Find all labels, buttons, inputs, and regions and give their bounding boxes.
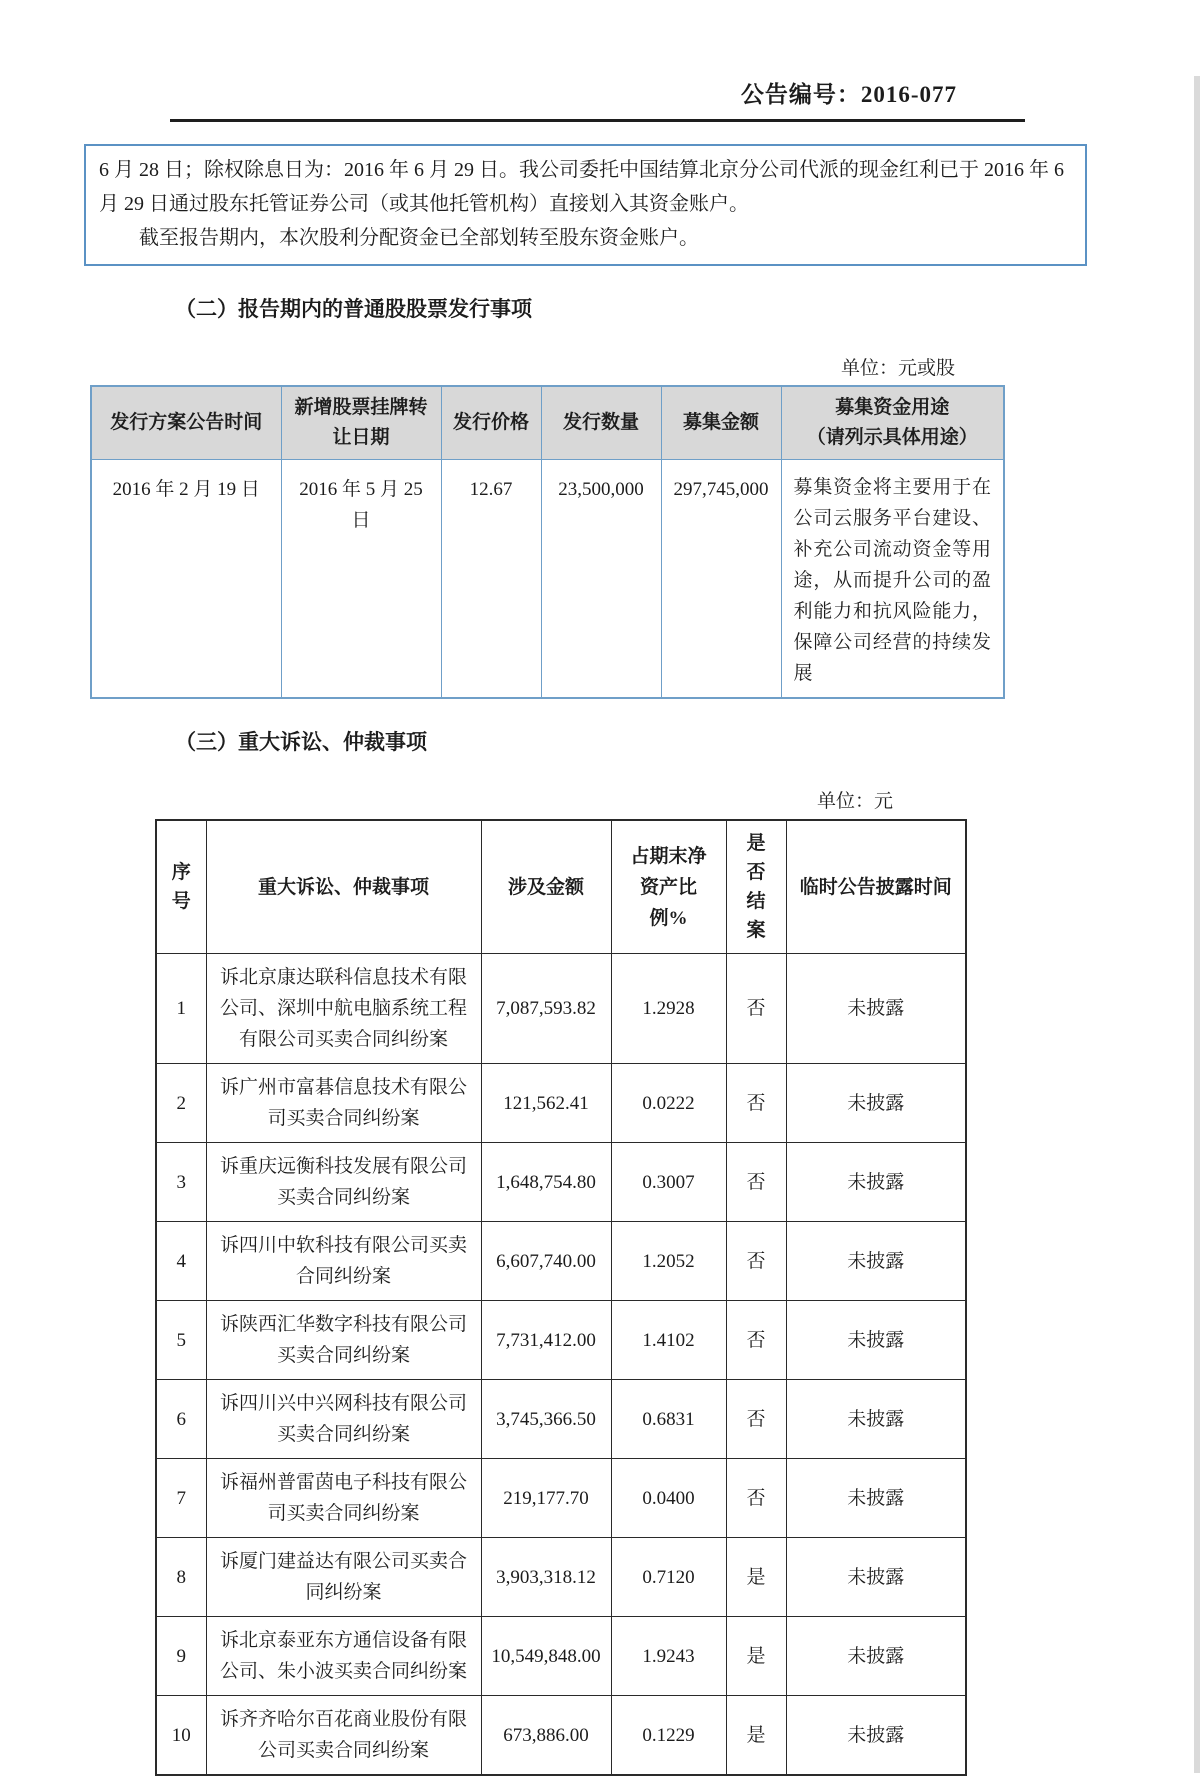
lawsuit-cell-amount: 6,607,740.00: [481, 1222, 611, 1301]
cell-announce-date: 2016 年 2 月 19 日: [91, 460, 281, 699]
col-header-usage-line2: （请列示具体用途）: [806, 427, 978, 448]
lawsuit-cell-disclosure: 未披露: [786, 1143, 966, 1222]
col-header-announce-date: 发行方案公告时间: [91, 386, 281, 460]
lawsuit-cell-case: 诉四川兴中兴网科技有限公司买卖合同纠纷案: [206, 1380, 481, 1459]
lawsuit-cell-case: 诉北京泰亚东方通信设备有限公司、朱小波买卖合同纠纷案: [206, 1617, 481, 1696]
col-header-closed-text: 是否结案: [746, 833, 766, 941]
lawsuit-cell-no: 9: [156, 1617, 206, 1696]
lawsuit-cell-ratio: 0.0222: [611, 1064, 726, 1143]
lawsuit-cell-no: 10: [156, 1696, 206, 1776]
lawsuit-cell-closed: 否: [726, 1143, 786, 1222]
cell-price: 12.67: [441, 460, 541, 699]
lawsuit-row: [156, 1301, 966, 1380]
lawsuit-cell-disclosure: 未披露: [786, 1696, 966, 1776]
lawsuit-cell-no: 5: [156, 1301, 206, 1380]
cell-usage: 募集资金将主要用于在公司云服务平台建设、补充公司流动资金等用途，从而提升公司的盈利能力和抗风险能力，保障公司经营的持续发展: [781, 460, 1004, 699]
lawsuit-cell-ratio: 1.2052: [611, 1222, 726, 1301]
lawsuit-cell-ratio: 0.7120: [611, 1538, 726, 1617]
issuance-table: [90, 385, 1005, 699]
col-header-price: 发行价格: [441, 386, 541, 460]
lawsuit-cell-no: 6: [156, 1380, 206, 1459]
lawsuit-header-row: [156, 820, 966, 954]
issuance-table-body: [91, 460, 1004, 699]
lawsuit-cell-case: 诉广州市富碁信息技术有限公司买卖合同纠纷案: [206, 1064, 481, 1143]
issuance-data-row: [91, 460, 1004, 699]
lawsuit-cell-disclosure: 未披露: [786, 954, 966, 1064]
lawsuit-cell-amount: 7,087,593.82: [481, 954, 611, 1064]
lawsuit-cell-closed: 否: [726, 954, 786, 1064]
col-header-disclosure-time: 临时公告披露时间: [786, 820, 966, 954]
lawsuit-cell-closed: 是: [726, 1617, 786, 1696]
lawsuit-row: [156, 1222, 966, 1301]
col-header-quantity: 发行数量: [541, 386, 661, 460]
dividend-note-paragraph-2: 截至报告期内，本次股利分配资金已全部划转至股东资金账户。: [139, 227, 699, 249]
announcement-number: 公告编号：2016-077: [740, 82, 957, 107]
lawsuit-cell-ratio: 0.0400: [611, 1459, 726, 1538]
col-header-net-asset-ratio: [611, 820, 726, 954]
col-header-usage-line1: 募集资金用途: [835, 397, 950, 418]
lawsuit-row: [156, 1143, 966, 1222]
lawsuit-row: [156, 954, 966, 1064]
lawsuit-cell-ratio: 1.9243: [611, 1617, 726, 1696]
lawsuit-cell-amount: 219,177.70: [481, 1459, 611, 1538]
dividend-note-paragraph-1: 6 月 28 日；除权除息日为：2016 年 6 月 29 日。我公司委托中国结算北京分公司代派的现金红利已于 2016 年 6 月 29 日通过股东托管证券公司（或其他托管机构）直接划入其资金账户。: [99, 159, 1064, 215]
cell-listing-date: 2016 年 5 月 25 日: [281, 460, 441, 699]
cell-quantity: 23,500,000: [541, 460, 661, 699]
lawsuit-row: [156, 1459, 966, 1538]
lawsuit-cell-disclosure: 未披露: [786, 1222, 966, 1301]
lawsuit-row: [156, 1380, 966, 1459]
lawsuit-cell-ratio: 0.1229: [611, 1696, 726, 1776]
lawsuit-cell-disclosure: 未披露: [786, 1617, 966, 1696]
lawsuit-cell-case: 诉重庆远衡科技发展有限公司买卖合同纠纷案: [206, 1143, 481, 1222]
col-header-seq: [156, 820, 206, 954]
col-header-amount: 募集金额: [661, 386, 781, 460]
lawsuit-cell-no: 1: [156, 954, 206, 1064]
section-title-share-issuance: （二）报告期内的普通股股票发行事项: [175, 297, 532, 321]
lawsuit-cell-amount: 10,549,848.00: [481, 1617, 611, 1696]
lawsuit-cell-ratio: 1.4102: [611, 1301, 726, 1380]
lawsuit-cell-closed: 是: [726, 1538, 786, 1617]
lawsuit-cell-case: 诉北京康达联科信息技术有限公司、深圳中航电脑系统工程有限公司买卖合同纠纷案: [206, 954, 481, 1064]
col-header-seq-text: 序号: [171, 862, 191, 912]
scan-edge-artifact: [1194, 76, 1200, 1773]
lawsuit-table-head: [156, 820, 966, 954]
lawsuit-cell-case: 诉厦门建益达有限公司买卖合同纠纷案: [206, 1538, 481, 1617]
lawsuit-cell-no: 4: [156, 1222, 206, 1301]
lawsuit-cell-closed: 否: [726, 1301, 786, 1380]
lawsuit-cell-case: 诉陕西汇华数字科技有限公司买卖合同纠纷案: [206, 1301, 481, 1380]
lawsuit-cell-amount: 673,886.00: [481, 1696, 611, 1776]
lawsuit-cell-disclosure: 未披露: [786, 1301, 966, 1380]
lawsuit-cell-amount: 3,903,318.12: [481, 1538, 611, 1617]
issuance-header-row: [91, 386, 1004, 460]
lawsuit-cell-amount: 1,648,754.80: [481, 1143, 611, 1222]
issuance-table-head: [91, 386, 1004, 460]
lawsuit-cell-no: 2: [156, 1064, 206, 1143]
lawsuit-cell-case: 诉齐齐哈尔百花商业股份有限公司买卖合同纠纷案: [206, 1696, 481, 1776]
lawsuit-cell-amount: 121,562.41: [481, 1064, 611, 1143]
lawsuit-cell-disclosure: 未披露: [786, 1380, 966, 1459]
lawsuit-cell-closed: 否: [726, 1222, 786, 1301]
lawsuit-cell-closed: 否: [726, 1459, 786, 1538]
dividend-note-box: [84, 144, 1087, 266]
lawsuit-cell-closed: 是: [726, 1696, 786, 1776]
lawsuit-cell-closed: 否: [726, 1380, 786, 1459]
col-header-net-asset-ratio-text: 占期末净资产比例%: [630, 845, 707, 929]
lawsuit-cell-ratio: 1.2928: [611, 954, 726, 1064]
unit-label-yuan: 单位：元: [816, 791, 893, 812]
lawsuit-row: [156, 1696, 966, 1776]
cell-amount: 297,745,000: [661, 460, 781, 699]
col-header-involved-amount: 涉及金额: [481, 820, 611, 954]
lawsuit-cell-ratio: 0.6831: [611, 1380, 726, 1459]
lawsuit-cell-disclosure: 未披露: [786, 1064, 966, 1143]
lawsuit-cell-no: 8: [156, 1538, 206, 1617]
lawsuit-cell-amount: 7,731,412.00: [481, 1301, 611, 1380]
col-header-case: 重大诉讼、仲裁事项: [206, 820, 481, 954]
lawsuit-cell-no: 3: [156, 1143, 206, 1222]
col-header-listing-date: 新增股票挂牌转让日期: [281, 386, 441, 460]
section-title-lawsuits: （三）重大诉讼、仲裁事项: [175, 730, 427, 754]
col-header-usage: [781, 386, 1004, 460]
document-header: [170, 76, 1025, 122]
document-page: [0, 76, 1200, 1773]
lawsuit-cell-ratio: 0.3007: [611, 1143, 726, 1222]
lawsuit-cell-disclosure: 未披露: [786, 1459, 966, 1538]
lawsuit-row: [156, 1617, 966, 1696]
lawsuit-table-body: [156, 954, 966, 1776]
lawsuit-cell-no: 7: [156, 1459, 206, 1538]
lawsuit-cell-amount: 3,745,366.50: [481, 1380, 611, 1459]
lawsuit-row: [156, 1064, 966, 1143]
lawsuit-cell-disclosure: 未披露: [786, 1538, 966, 1617]
unit-label-yuan-or-share: 单位：元或股: [840, 358, 955, 379]
lawsuit-cell-closed: 否: [726, 1064, 786, 1143]
lawsuit-cell-case: 诉福州普雷茵电子科技有限公司买卖合同纠纷案: [206, 1459, 481, 1538]
lawsuit-row: [156, 1538, 966, 1617]
lawsuit-cell-case: 诉四川中软科技有限公司买卖合同纠纷案: [206, 1222, 481, 1301]
lawsuit-table: [155, 819, 967, 1776]
col-header-closed: [726, 820, 786, 954]
